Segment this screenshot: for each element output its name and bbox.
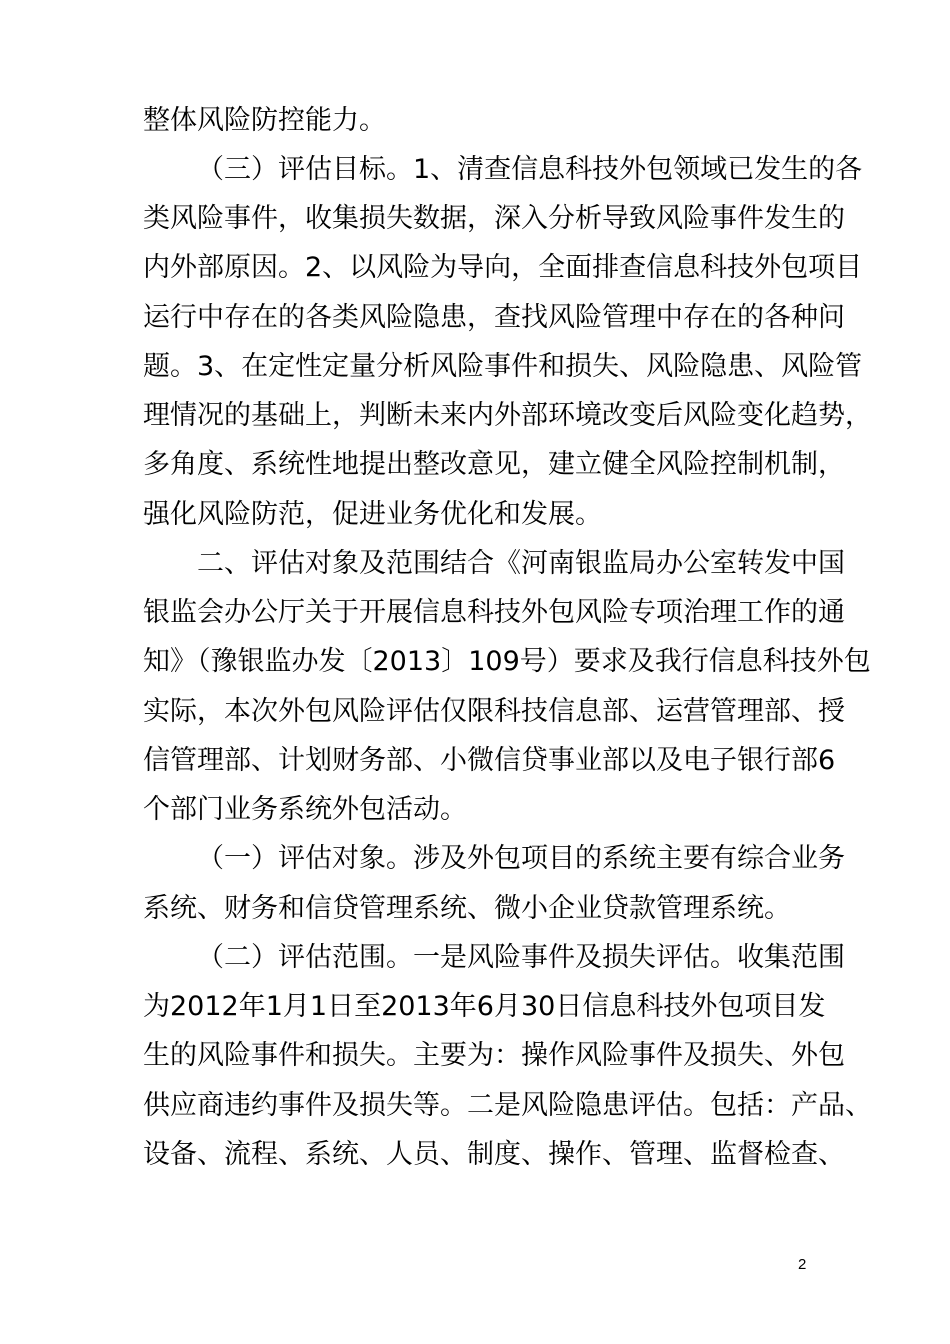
text-line-14: 信管理部、计划财务部、小微信贷事业部以及电子银行部6 [143,745,836,776]
text-line-13: 实际，本次外包风险评估仅限科技信息部、运营管理部、授 [143,696,845,727]
text-line-17: 系统、财务和信贷管理系统、微小企业贷款管理系统。 [143,893,791,924]
text-line-3: 类风险事件，收集损失数据，深入分析导致风险事件发生的 [143,203,845,234]
text-line-9: 强化风险防范，促进业务优化和发展。 [143,499,602,530]
text-line-11: 银监会办公厅关于开展信息科技外包风险专项治理工作的通 [143,597,845,628]
text-line-5: 运行中存在的各类风险隐患，查找风险管理中存在的各种问 [143,302,845,333]
text-line-7: 理情况的基础上，判断未来内外部环境改变后风险变化趋势， [143,400,872,431]
text-line-4: 内外部原因。2、以风险为导向，全面排查信息科技外包项目 [143,252,863,283]
text-line-10: 二、评估对象及范围结合《河南银监局办公室转发中国 [197,548,845,579]
text-line-20: 生的风险事件和损失。主要为：操作风险事件及损失、外包 [143,1040,845,1071]
text-line-19: 为2012年1月1日至2013年6月30日信息科技外包项目发 [143,991,826,1022]
text-line-6: 题。3、在定性定量分析风险事件和损失、风险隐患、风险管 [143,351,863,382]
text-line-22: 设备、流程、系统、人员、制度、操作、管理、监督检查、 [143,1139,845,1170]
text-line-18: （二）评估范围。一是风险事件及损失评估。收集范围 [197,942,845,973]
text-line-1: 整体风险防控能力。 [143,105,386,136]
text-line-16: （一）评估对象。涉及外包项目的系统主要有综合业务 [197,843,845,874]
text-line-21: 供应商违约事件及损失等。二是风险隐患评估。包括：产品、 [143,1090,872,1121]
text-line-2: （三）评估目标。1、清查信息科技外包领域已发生的各 [197,154,863,185]
text-line-8: 多角度、系统性地提出整改意见，建立健全风险控制机制， [143,449,845,480]
text-line-15: 个部门业务系统外包活动。 [143,794,467,825]
page-number: 2 [798,1256,807,1273]
text-line-12: 知》（豫银监办发〔2013〕109号）要求及我行信息科技外包 [143,646,871,677]
